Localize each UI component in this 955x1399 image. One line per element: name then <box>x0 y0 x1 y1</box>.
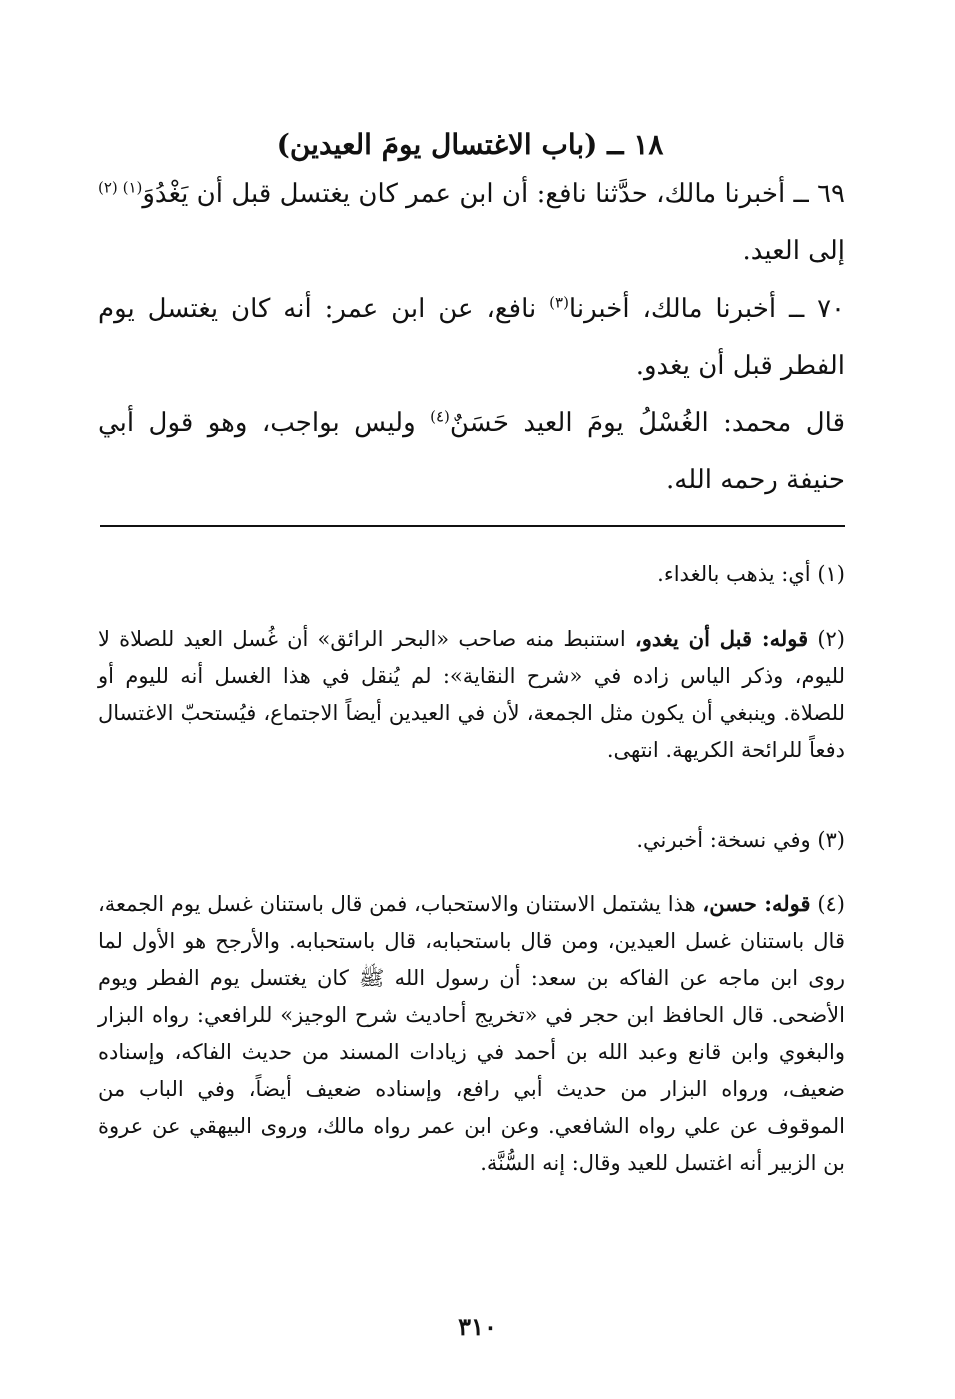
hadith-number: ٧٠ <box>817 294 846 324</box>
footnote-marker: (٣) <box>817 828 845 852</box>
muhammad-commentary <box>98 395 845 509</box>
hadith-70 <box>98 281 845 395</box>
footnote-divider <box>100 525 845 527</box>
footnote-text: أي: يذهب بالغداء. <box>657 562 811 586</box>
footnote-lead: قوله: قبل أن يغدو، <box>634 626 809 651</box>
chapter-dash: ــ <box>607 128 624 161</box>
hadith-dash: ــ <box>788 294 805 324</box>
footnote-marker: (١) <box>817 562 845 586</box>
footnote-ref: (١) (٢) <box>98 178 143 197</box>
hadith-text-end: نافع، عن ابن عمر: أنه كان يغتسل يوم الفطر قبل أن يغدو. <box>98 294 845 381</box>
commentary-text-end: وليس بواجب، وهو قول أبي حنيفة رحمه الله. <box>98 408 845 495</box>
footnote-ref: (٤) <box>430 407 450 426</box>
page-number: ٣١٠ <box>458 1312 497 1341</box>
chapter-title: (باب الاغتسال يومَ العيدين) <box>276 128 598 161</box>
footnote-ref: (٣) <box>549 293 569 312</box>
footnote-3 <box>98 822 845 859</box>
chapter-number: ١٨ <box>633 128 664 161</box>
footnote-text: استنبط منه صاحب «البحر الرائق» أن غُسل العيد للصلاة لا لليوم، وذكر الياس زاده في «شرح النقاية»: لم يُنقل في هذا الغسل أنه لليوم أو للصلاة. وينبغي أن يكون مثل الجمعة، لأن في العيدين أيضاً الاجتماع، فيُستحبّ الاغتسال دفعاً للرائحة الكريهة. انتهى. <box>98 627 845 762</box>
hadith-text: أخبرنا مالك، أخبرنا <box>568 294 777 324</box>
footnote-text: هذا يشتمل الاستنان والاستحباب، فمن قال باستنان غسل يوم الجمعة، قال باستنان غسل العيدين، ومن قال باستحبابه، قال باستحبابه. والأرجح هو الأول لما روى ابن ماجه عن الفاكه بن سعد: أن رسول الله ﷺ كان يغتسل يوم الفطر ويوم الأضحى. قال الحافظ ابن حجر في «تخريج أحاديث شرح الوجيز» للرافعي: رواه البزار والبغوي وابن قانع وعبد الله بن أحمد في زيادات المسند من حديث الفاكه، وإسناده ضعيف، ورواه البزار من حديث أبي رافع، وإسناده ضعيف أيضاً، وفي الباب من الموقوف عن علي رواه الشافعي. وعن ابن عمر رواه مالك، وروى البيهقي عن عروة بن الزبير أنه اغتسل للعيد وقال: إنه السُّنَّة. <box>98 892 845 1175</box>
hadith-text-end: إلى العيد. <box>742 236 845 266</box>
footnote-text: وفي نسخة: أخبرني. <box>636 828 811 852</box>
hadith-text: أخبرنا مالك، حدَّثنا نافع: أن ابن عمر كان يغتسل قبل أن يَغْدُوَ <box>142 179 786 209</box>
footnote-2 <box>98 620 845 769</box>
commentary-text: قال محمد: الغُسْلُ يومَ العيد حَسَنٌ <box>449 408 845 438</box>
hadith-69 <box>98 166 845 280</box>
footnote-4 <box>98 885 845 1182</box>
footnote-marker: (٤) <box>817 892 845 916</box>
footnote-marker: (٢) <box>817 627 845 651</box>
footnote-1 <box>98 556 845 593</box>
footnote-lead: قوله: حسن، <box>702 891 811 916</box>
hadith-number: ٦٩ <box>817 179 845 209</box>
hadith-dash: ــ <box>793 179 809 209</box>
chapter-heading <box>100 128 840 161</box>
